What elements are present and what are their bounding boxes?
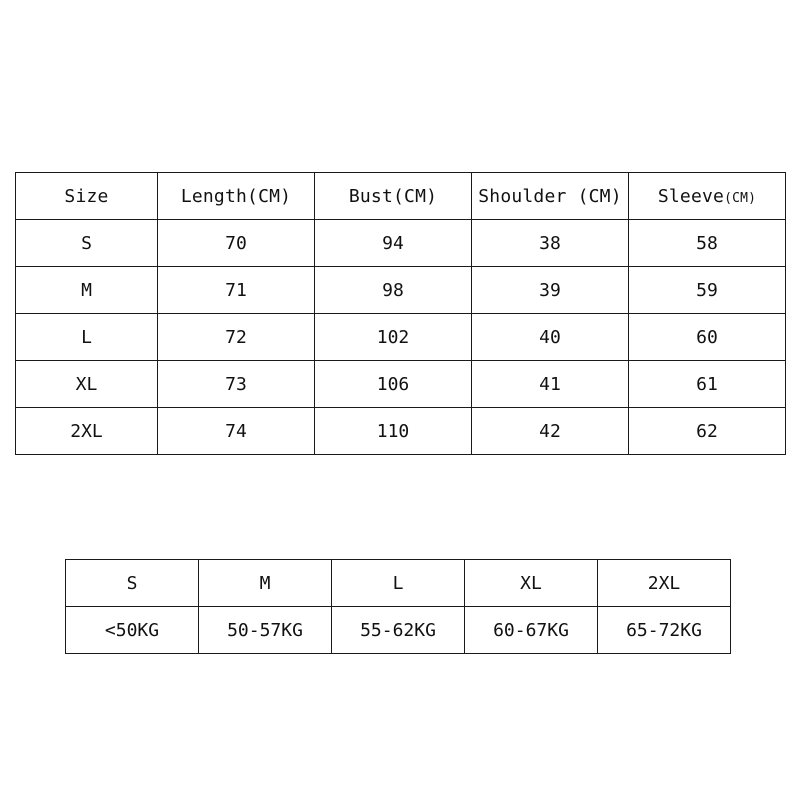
header-sleeve: [629, 173, 786, 220]
table-row: [16, 267, 786, 314]
cell-shoulder: 42: [472, 408, 629, 455]
header-bust: Bust(CM): [315, 173, 472, 220]
weight-range-cell: 55-62KG: [332, 607, 465, 654]
cell-sleeve: 58: [629, 220, 786, 267]
header-length: Length(CM): [158, 173, 315, 220]
cell-shoulder: 39: [472, 267, 629, 314]
weight-size-cell: 2XL: [598, 560, 731, 607]
weight-range-cell: 65-72KG: [598, 607, 731, 654]
cell-shoulder: 41: [472, 361, 629, 408]
table-row: [16, 220, 786, 267]
cell-length: 70: [158, 220, 315, 267]
header-shoulder: Shoulder (CM): [472, 173, 629, 220]
table-row: [16, 314, 786, 361]
weight-range-cell: 60-67KG: [465, 607, 598, 654]
weight-range-row: [66, 607, 731, 654]
weight-size-cell: S: [66, 560, 199, 607]
cell-sleeve: 60: [629, 314, 786, 361]
weight-range-cell: 50-57KG: [199, 607, 332, 654]
cell-size: M: [16, 267, 158, 314]
cell-shoulder: 40: [472, 314, 629, 361]
cell-size: L: [16, 314, 158, 361]
weight-range-cell: <50KG: [66, 607, 199, 654]
weight-chart-table: [65, 559, 731, 654]
header-sleeve-label: Sleeve: [657, 185, 725, 207]
weight-size-row: [66, 560, 731, 607]
cell-length: 72: [158, 314, 315, 361]
weight-size-cell: L: [332, 560, 465, 607]
weight-size-cell: XL: [465, 560, 598, 607]
cell-sleeve: 61: [629, 361, 786, 408]
cell-bust: 102: [315, 314, 472, 361]
cell-length: 74: [158, 408, 315, 455]
cell-sleeve: 62: [629, 408, 786, 455]
size-chart-table: [15, 172, 786, 455]
cell-size: S: [16, 220, 158, 267]
table-row: [16, 361, 786, 408]
cell-shoulder: 38: [472, 220, 629, 267]
cell-sleeve: 59: [629, 267, 786, 314]
cell-bust: 94: [315, 220, 472, 267]
weight-size-cell: M: [199, 560, 332, 607]
cell-bust: 98: [315, 267, 472, 314]
header-sleeve-unit: (CM): [724, 190, 757, 206]
header-size: Size: [16, 173, 158, 220]
size-chart-header-row: [16, 173, 786, 220]
cell-size: XL: [16, 361, 158, 408]
cell-bust: 110: [315, 408, 472, 455]
cell-bust: 106: [315, 361, 472, 408]
table-row: [16, 408, 786, 455]
cell-length: 71: [158, 267, 315, 314]
cell-length: 73: [158, 361, 315, 408]
cell-size: 2XL: [16, 408, 158, 455]
